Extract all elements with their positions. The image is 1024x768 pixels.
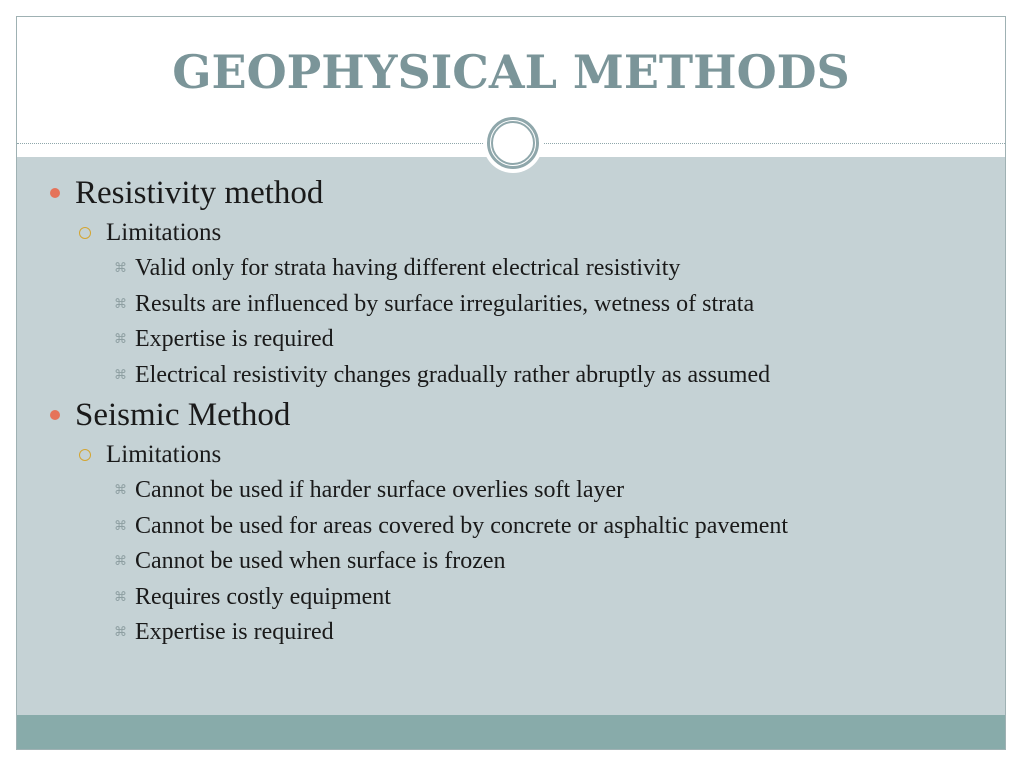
inner-ring-ornament-icon	[491, 121, 535, 165]
list-item	[17, 580, 1005, 616]
list-item-text: Electrical resistivity changes gradually rather abruptly as assumed	[135, 361, 771, 388]
cross-bullet-icon: ⌘	[114, 296, 127, 312]
cross-bullet-icon: ⌘	[114, 518, 127, 534]
cross-bullet-icon: ⌘	[114, 554, 127, 569]
bullet-list	[17, 171, 1005, 651]
cross-bullet-icon: ⌘	[114, 261, 127, 276]
list-item-text: Expertise is required	[135, 326, 334, 352]
list-item	[17, 322, 1005, 358]
list-item	[17, 509, 1005, 545]
list-item	[17, 251, 1005, 287]
subheading-limitations	[17, 215, 1005, 251]
list-item-text: Expertise is required	[135, 619, 334, 645]
hollow-circle-bullet-icon	[79, 449, 91, 461]
filled-circle-bullet-icon	[50, 188, 60, 198]
cross-bullet-icon: ⌘	[114, 625, 127, 640]
cross-bullet-icon: ⌘	[114, 332, 127, 347]
list-item-text: Requires costly equipment	[135, 583, 391, 610]
footer-band	[17, 715, 1005, 750]
slide-title: GEOPHYSICAL METHODS	[172, 45, 850, 99]
subheading-limitations	[17, 437, 1005, 473]
section-heading-text: Resistivity method	[75, 175, 324, 211]
cross-bullet-icon: ⌘	[114, 367, 127, 383]
list-item	[17, 473, 1005, 509]
list-item-text: Valid only for strata having different electrical resistivity	[135, 255, 681, 281]
list-item	[17, 287, 1005, 323]
list-item	[17, 358, 1005, 394]
list-item-text: Cannot be used if harder surface overlies soft layer	[135, 477, 625, 503]
hollow-circle-bullet-icon	[79, 227, 91, 239]
list-item-text: Cannot be used for areas covered by concrete or asphaltic pavement	[135, 512, 789, 539]
cross-bullet-icon: ⌘	[114, 483, 127, 498]
section-heading-text: Seismic Method	[75, 397, 291, 433]
filled-circle-bullet-icon	[50, 410, 60, 420]
list-item-text: Results are influenced by surface irregularities, wetness of strata	[135, 290, 755, 317]
slide	[16, 16, 1006, 750]
cross-bullet-icon: ⌘	[114, 589, 127, 605]
subheading-text: Limitations	[106, 441, 222, 468]
list-item	[17, 615, 1005, 651]
section-heading-seismic	[17, 393, 1005, 437]
list-item-text: Cannot be used when surface is frozen	[135, 548, 506, 574]
list-item	[17, 544, 1005, 580]
subheading-text: Limitations	[106, 219, 222, 246]
section-heading-resistivity	[17, 171, 1005, 215]
